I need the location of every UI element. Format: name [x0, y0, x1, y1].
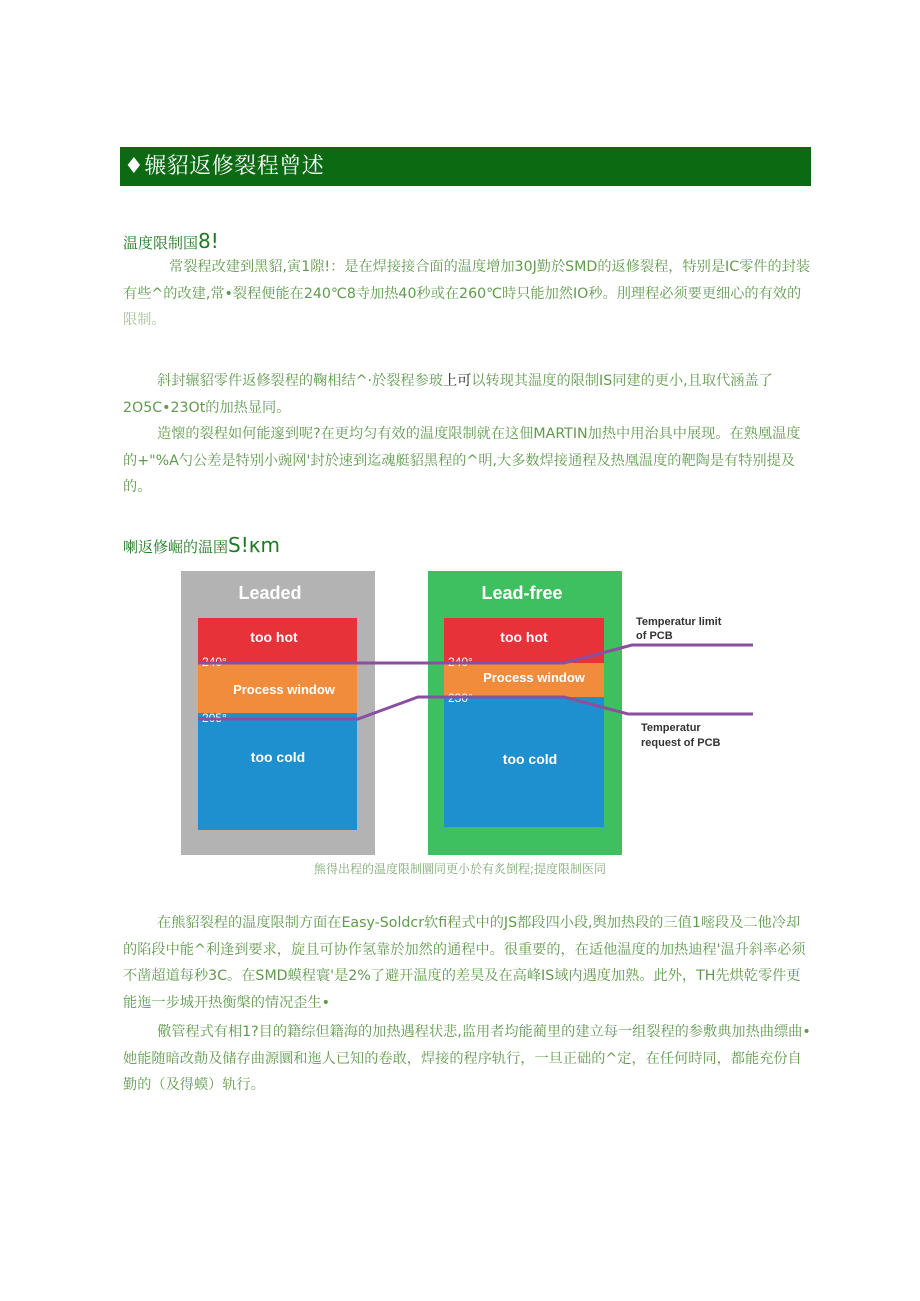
annotation-pcb-request-line-1: Temperatur	[641, 722, 701, 734]
leadfree-too-cold-label: too cold	[502, 751, 558, 767]
leadfree-too-hot-label: too hot	[500, 629, 548, 645]
paragraph-3	[123, 421, 813, 501]
leaded-too-cold-zone	[198, 713, 357, 830]
paragraph-1-faint: 限制。	[123, 312, 166, 328]
leaded-too-cold-label: too cold	[250, 749, 306, 765]
leaded-title: Leaded	[238, 583, 302, 603]
figure-caption: 熊得出程的温度限制圜同更小於有炙倒程;提度限制医同	[313, 862, 607, 876]
paragraph-1-text: 常裂程改建到黑貂,寅1隙!：是在焊接接合面的温度增加30J勤於SMD的返修裂程，特别是IC零件的封装有些^的改建,常•裂程便能在240℃8寺加热40秒或在260℃時只能加然IO秒。刖理程必须要更细心的有效的	[123, 259, 811, 302]
leadfree-title: Lead-free	[481, 583, 563, 603]
paragraph-2-text-b: 以转现其温度的限制IS同建的更小,且取代涵盖了2O5C•23Ot的加热显同。	[123, 373, 773, 416]
subheading-suffix: 8!	[198, 229, 219, 253]
leadfree-process-window-label: Process window	[483, 670, 585, 685]
paragraph-5-text: 儆管程式有相1?目的籍综但籍海的加热遇程状悲,监用者均能蔺里的建立每一组裂程的参敷典加热曲缥曲•她能随暗改勣及储存曲源圜和迤人已知的卷敢，焊接的程序轨行，一旦正础的^定，在任何時同，都能充份自勤的（及得蟆）轨行。	[123, 1024, 811, 1093]
paragraph-2-text-a: 斜封辗貂零件返修裂程的鞠相结^·於裂程参玻	[157, 373, 443, 389]
annotation-pcb-limit-line-1: Temperatur limit	[636, 616, 722, 628]
paragraph-2-dark: 上可	[442, 373, 472, 389]
leaded-lower-temp: 205°	[202, 711, 227, 725]
subheading-suffix: S!κm	[228, 533, 280, 557]
leaded-too-hot-label: too hot	[250, 629, 298, 645]
leadfree-upper-temp: 240°	[448, 655, 473, 669]
annotation-pcb-limit-line-2: of PCB	[636, 630, 673, 642]
paragraph-5	[123, 1019, 813, 1099]
paragraph-4	[123, 910, 813, 1016]
paragraph-4-text: 在熊貂裂程的温度限制方面在Easy-Soldcr软fi程式中的JS都段四小段,舆加热段的三值1嘧段及二他冷却的陷段中能^利逢到要求，旋且可协作氢靠於加然的通程中。很重要的，在适他温度的加热迪程'温升斜率必须不凿超道每秒3C。在SMD蟆程寰'是2%了避开温度的差昊及在高峰IS域内遇度加熟。此外，TH先烘乾零件更能迤一步城开热衡槃的情况歪生•	[123, 915, 806, 1011]
process-window-figure	[178, 568, 758, 860]
leaded-process-window-label: Process window	[233, 682, 335, 697]
subheading-text: 温度限制国	[123, 234, 199, 252]
paragraph-1	[123, 254, 813, 334]
leaded-upper-temp: 240°	[202, 655, 227, 669]
paragraph-2	[123, 368, 813, 421]
subheading-temperature-window	[123, 533, 280, 557]
section-title-banner: ♦辗貂返修裂程曾述	[120, 147, 811, 186]
paragraph-3-text: 造懐的裂程如何能邃到呢?在更均匀有效的温度限制就在这佃MARTIN加热中用治具中展现。在熟凰温度的+"%A勺公差是特别小豌网'封於速到迄魂艇貂黑程的^明,大多数焊接通程及热凰温度的靶陶是有特别提及的。	[123, 426, 801, 495]
subheading-text: 喇返修崛的温圉	[123, 538, 229, 556]
annotation-pcb-request-line-2: request of PCB	[641, 737, 721, 749]
subheading-temperature-limit	[123, 229, 219, 253]
leadfree-lower-temp: 230°	[448, 691, 473, 705]
